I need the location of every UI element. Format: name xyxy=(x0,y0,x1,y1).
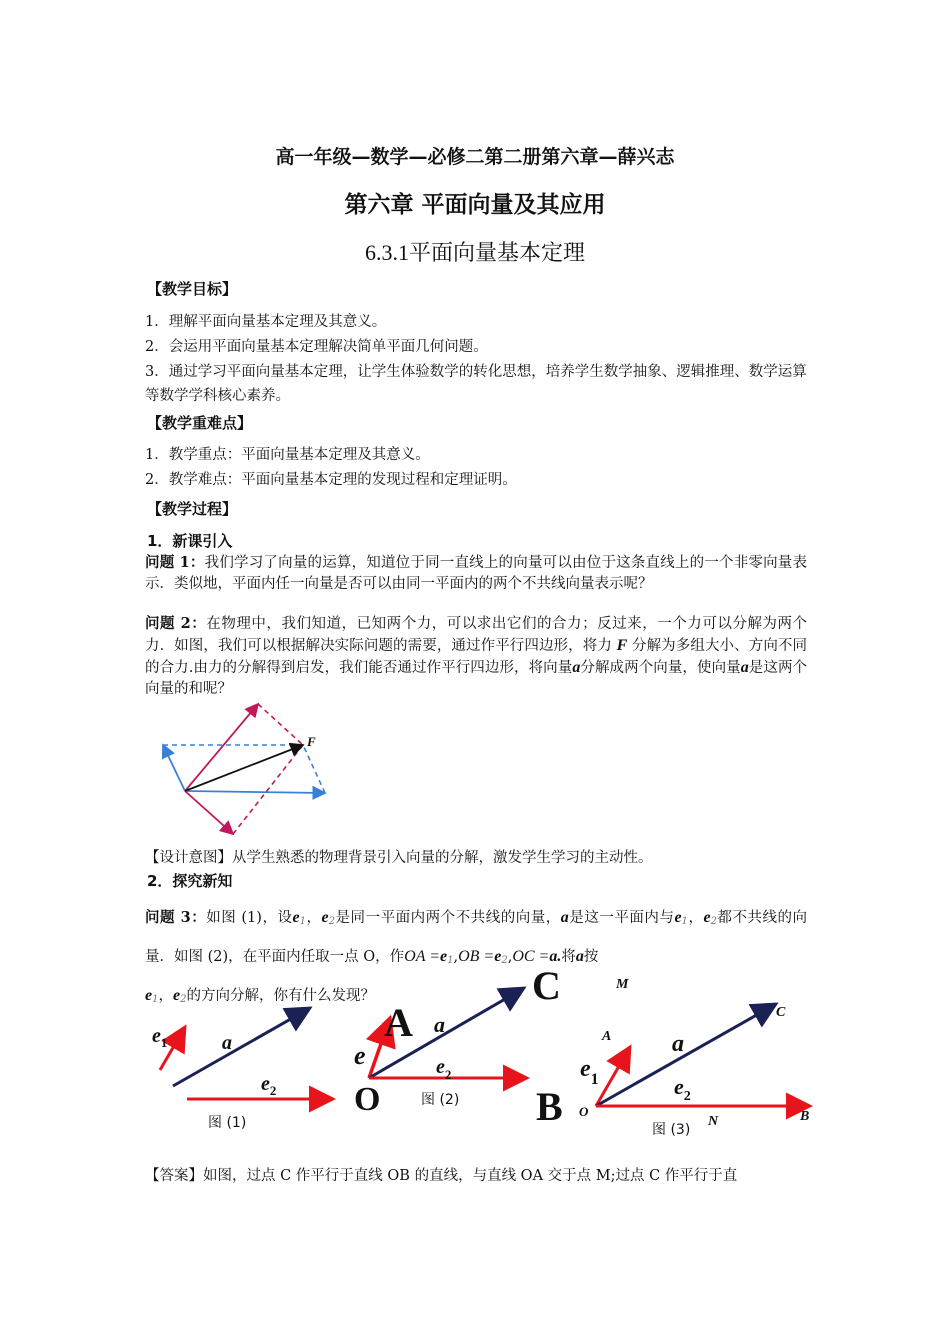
question-2 xyxy=(145,613,807,700)
question-2-text-a: 在物理中，我们知道，已知两个力，可以求出它们的合力；反过来，一个力可以分解为两个力．如图，我们可以根据解决实际问题的需要，通过作平行四边形，将力 xyxy=(145,616,807,654)
force-label: F xyxy=(307,734,316,749)
e1-label: $e_1$ xyxy=(152,1025,168,1050)
e2-subscript: 2 xyxy=(180,994,187,1005)
point-b-label-large: B xyxy=(536,1084,563,1129)
point-a-label: A xyxy=(602,1029,612,1044)
goal-item-3: 3．通过学习平面向量基本定理，让学生体验数学的转化思想，培养学生数学抽象、逻辑推理、数学运算等数学学科核心素养。 xyxy=(145,364,807,404)
e2-subscript: 2 xyxy=(501,955,508,966)
e2-symbol: e xyxy=(494,948,502,965)
point-n-label: N xyxy=(708,1114,719,1129)
a-label: a xyxy=(672,1031,684,1057)
period: . xyxy=(557,948,562,965)
component-down-arrow xyxy=(185,791,233,834)
figure-3-caption: 图 (3) xyxy=(652,1122,691,1138)
question-3-text-f: 按 xyxy=(583,949,599,965)
e1-subscript: 1 xyxy=(299,916,306,927)
vector-a-symbol: a xyxy=(549,948,558,965)
e1-subscript: 1 xyxy=(681,916,688,927)
figure-1 xyxy=(152,1008,333,1131)
e2-symbol: e xyxy=(703,909,711,926)
e1-symbol: e xyxy=(674,909,682,926)
key-point-2: 2．教学难点：平面向量基本定理的发现过程和定理证明。 xyxy=(145,472,517,488)
question-3: 问题 3：如图 (1)，设$e_1$，$e_2$是同一平面内两个不共线的向量，a是这一平面内与$e_1$，$e_2$都不共线的向量．如图 (2)，在平面内任取一点 O，作OA $=e_1,OB =e_2,OC =a$.将a按 $e_1$，$e_2$的方向分解，你有什么发现？ xyxy=(145,909,808,1005)
step-2-heading: 2．探究新知 xyxy=(147,872,233,890)
force-symbol: F xyxy=(616,637,628,654)
force-decomposition-figure xyxy=(155,698,335,840)
goal-item-1: 1．理解平面向量基本定理及其意义。 xyxy=(145,314,387,330)
question-1-text: 我们学习了向量的运算，知道位于同一直线上的向量可以由位于这条直线上的一个非零向量表示．类似地，平面内任一向量是否可以由同一平面内的两个不共线向量表示呢？ xyxy=(145,555,807,592)
vector-a-symbol: a xyxy=(740,659,749,676)
a-label: a xyxy=(434,1012,445,1037)
document-top-title: 高一年级—数学—必修二第二册第六章—薛兴志 xyxy=(275,146,675,168)
point-o-label: O xyxy=(579,1104,589,1119)
point-m-label: M xyxy=(616,977,629,992)
question-3-text-c: 是这一平面内与 xyxy=(568,910,675,926)
point-a-label: A xyxy=(384,1000,413,1045)
a-arrow xyxy=(173,1008,310,1086)
e2-label: $e_2$ xyxy=(261,1073,277,1098)
figure-3 xyxy=(536,977,810,1138)
design-intent: 【设计意图】从学生熟悉的物理背景引入向量的分解，激发学生学习的主动性。 xyxy=(145,850,653,866)
chapter-title: 第六章 平面向量及其应用 xyxy=(344,192,606,218)
e2-subscript: 2 xyxy=(328,916,336,927)
e1-symbol: e xyxy=(440,948,448,965)
vector-oc: OC xyxy=(512,948,535,965)
answer: 【答案】如图，过点 C 作平行于直线 OB 的直线，与直线 OA 交于点 M;过点 C 作平行于直 xyxy=(145,1168,738,1184)
question-3-text-g: 的方向分解，你有什么发现？ xyxy=(186,988,375,1004)
dashed-line xyxy=(303,745,325,793)
point-c-label: C xyxy=(532,963,561,1008)
vector-a-symbol: a xyxy=(572,659,581,676)
question-3-label: 问题 3： xyxy=(145,909,207,926)
e1-symbol: e xyxy=(145,987,153,1004)
vector-figures xyxy=(140,960,820,1145)
question-3-text-a: 如图 (1)，设 xyxy=(206,910,293,926)
point-c-label: C xyxy=(776,1005,786,1020)
comma: ， xyxy=(687,910,704,926)
equals: = xyxy=(425,948,440,965)
vector-a-symbol: a xyxy=(575,948,584,965)
section-title: 6.3.1平面向量基本定理 xyxy=(364,240,585,265)
question-1 xyxy=(145,552,807,595)
e2-label: $e_2$ xyxy=(436,1056,452,1082)
e2-subscript: 2 xyxy=(710,916,717,927)
question-3-text-d: 都不共线的向量．如图 (2)，在平面内任取一点 O，作 xyxy=(145,910,808,965)
equals: = xyxy=(534,948,550,965)
goals-heading: 【教学目标】 xyxy=(147,280,238,298)
vector-ob: OB xyxy=(458,948,480,965)
step-1-heading: 1．新课引入 xyxy=(147,532,233,550)
question-3-text-b: 是同一平面内两个不共线的向量， xyxy=(335,910,561,926)
point-o-label: O xyxy=(354,1081,381,1118)
e1-subscript: 1 xyxy=(152,994,159,1005)
question-2-label: 问题 2： xyxy=(145,615,207,632)
e1-label: e xyxy=(354,1041,366,1070)
vector-oa: OA xyxy=(404,948,426,965)
question-2-text-b: 分解为多组大小、方向不同的合力.由力的分解得到启发，我们能否通过作平行四边形，将向量 xyxy=(145,638,808,676)
comma: ， xyxy=(305,910,322,926)
component-up-arrow xyxy=(185,704,258,791)
question-1-label: 问题 1： xyxy=(145,554,205,571)
e2-symbol: e xyxy=(321,909,329,926)
process-heading: 【教学过程】 xyxy=(147,500,238,518)
dashed-line xyxy=(258,704,303,745)
key-points-heading: 【教学重难点】 xyxy=(147,414,253,432)
figure-2 xyxy=(354,963,561,1118)
equals: = xyxy=(479,948,495,965)
component-right-arrow xyxy=(185,791,325,793)
question-2-text-d: 是这两个向量的和呢？ xyxy=(145,660,808,697)
key-point-1: 1．教学重点：平面向量基本定理及其意义。 xyxy=(145,447,430,463)
figure-2-caption: 图 (2) xyxy=(421,1092,460,1108)
e2-symbol: e xyxy=(172,987,181,1004)
e1-label: $e_1$ xyxy=(580,1056,599,1088)
question-3-text-e: 将 xyxy=(561,949,576,965)
point-b-label: B xyxy=(800,1109,810,1124)
comma: ， xyxy=(158,988,173,1004)
component-left-arrow xyxy=(163,745,185,791)
vector-a-symbol: a xyxy=(560,909,569,926)
a-label: a xyxy=(222,1032,232,1054)
goal-item-2: 2．会运用平面向量基本定理解决简单平面几何问题。 xyxy=(145,339,488,355)
figure-1-caption: 图 (1) xyxy=(208,1115,247,1131)
e1-subscript: 1 xyxy=(447,955,454,966)
e1-symbol: e xyxy=(292,909,300,926)
question-2-text-c: 分解成两个向量，使向量 xyxy=(580,660,741,676)
e2-label: $e_2$ xyxy=(674,1074,691,1104)
